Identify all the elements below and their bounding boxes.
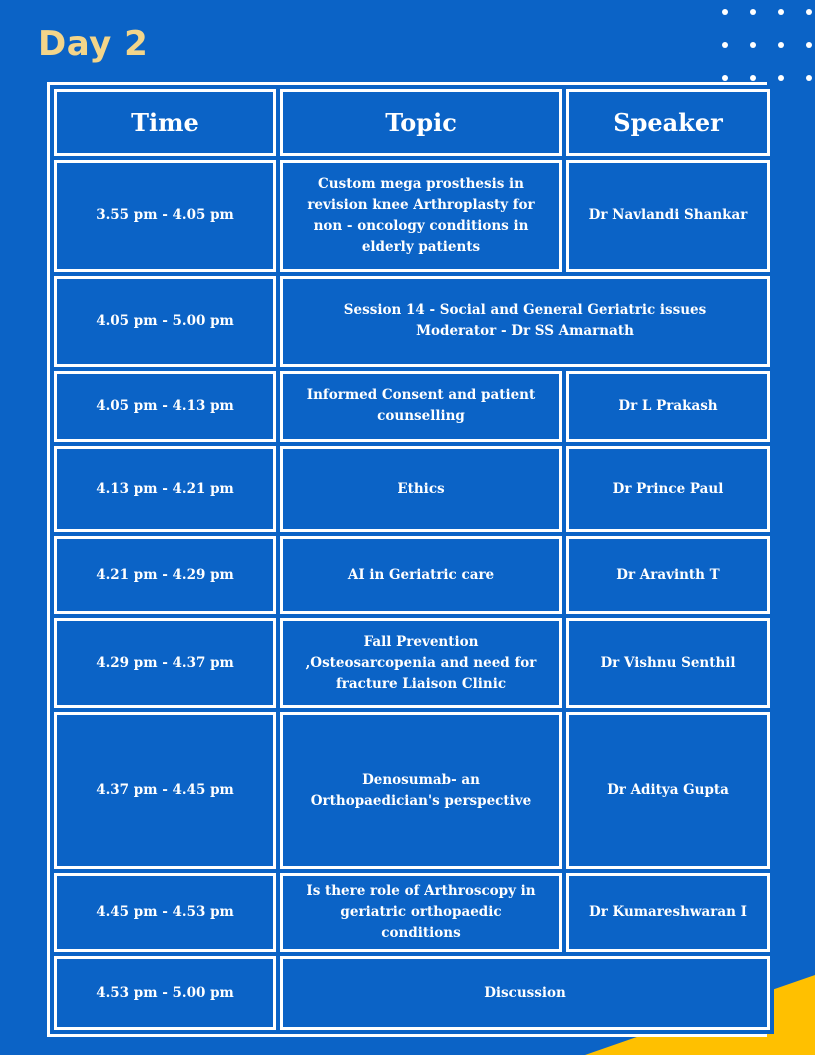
topic-cell: Denosumab- an Orthopaedician's perspective <box>280 712 562 869</box>
table-row <box>54 536 770 614</box>
header-speaker: Speaker <box>566 89 770 156</box>
header-row <box>54 89 770 156</box>
time-cell: 4.05 pm - 5.00 pm <box>54 276 276 366</box>
topic-cell: Informed Consent and patient counselling <box>280 371 562 443</box>
session-row <box>54 276 770 366</box>
table-row <box>54 160 770 273</box>
topic-cell: AI in Geriatric care <box>280 536 562 614</box>
schedule-table <box>47 82 767 1037</box>
speaker-cell: Dr Kumareshwaran I <box>566 873 770 952</box>
speaker-cell: Dr L Prakash <box>566 371 770 443</box>
time-cell: 4.45 pm - 4.53 pm <box>54 873 276 952</box>
topic-cell: Custom mega prosthesis in revision knee Arthroplasty for non - oncology conditions in elderly patients <box>280 160 562 273</box>
time-cell: 4.05 pm - 4.13 pm <box>54 371 276 443</box>
table-row <box>54 446 770 532</box>
header-topic: Topic <box>280 89 562 156</box>
session-title: Session 14 - Social and General Geriatric issues <box>343 302 707 319</box>
time-cell: 4.37 pm - 4.45 pm <box>54 712 276 869</box>
page-title: Day 2 <box>38 24 149 64</box>
time-cell: 4.13 pm - 4.21 pm <box>54 446 276 532</box>
time-cell: 3.55 pm - 4.05 pm <box>54 160 276 273</box>
table-row <box>54 873 770 952</box>
time-cell: 4.29 pm - 4.37 pm <box>54 618 276 708</box>
speaker-cell: Dr Prince Paul <box>566 446 770 532</box>
session-moderator: Moderator - Dr SS Amarnath <box>416 323 634 340</box>
header-time: Time <box>54 89 276 156</box>
table-row <box>54 618 770 708</box>
table-row <box>54 371 770 443</box>
time-cell: 4.53 pm - 5.00 pm <box>54 956 276 1030</box>
table-row <box>54 956 770 1030</box>
table-row <box>54 712 770 869</box>
time-cell: 4.21 pm - 4.29 pm <box>54 536 276 614</box>
speaker-cell: Dr Aravinth T <box>566 536 770 614</box>
topic-cell: Ethics <box>280 446 562 532</box>
topic-cell: Fall Prevention ,Osteosarcopenia and need for fracture Liaison Clinic <box>280 618 562 708</box>
topic-cell: Discussion <box>280 956 770 1030</box>
topic-cell: Is there role of Arthroscopy in geriatric orthopaedic conditions <box>280 873 562 952</box>
session-cell <box>280 276 770 366</box>
speaker-cell: Dr Navlandi Shankar <box>566 160 770 273</box>
speaker-cell: Dr Vishnu Senthil <box>566 618 770 708</box>
decorative-dot-grid <box>715 4 815 90</box>
schedule-grid <box>50 85 774 1034</box>
speaker-cell: Dr Aditya Gupta <box>566 712 770 869</box>
